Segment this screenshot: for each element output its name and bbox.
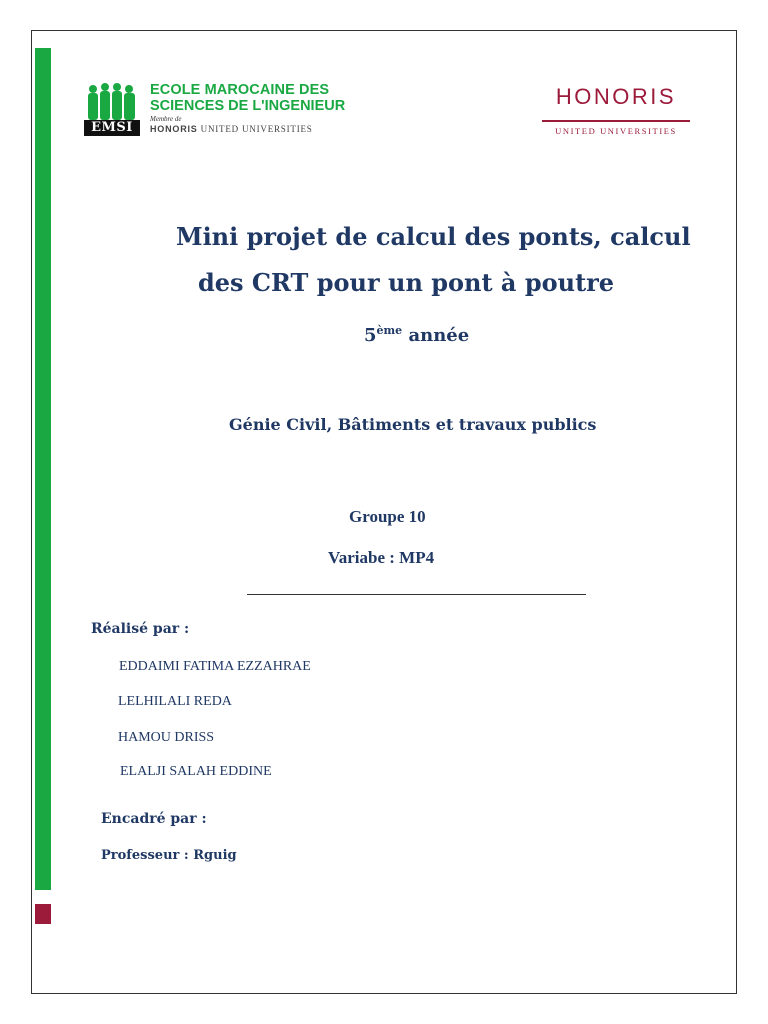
honoris-wordmark: HONORIS — [555, 84, 677, 109]
emsi-logo-box: EMSI — [84, 120, 140, 136]
author-name: HAMOU DRISS — [118, 730, 215, 745]
group-label: Groupe 10 — [349, 507, 426, 526]
honoris-rule — [542, 120, 690, 122]
field-of-study: Génie Civil, Bâtiments et travaux publics — [229, 415, 597, 434]
year-number: 5 — [364, 325, 377, 346]
green-side-bar — [35, 48, 51, 890]
year-suffix: ème — [376, 324, 403, 337]
year-word: année — [402, 325, 470, 346]
title-line-1: Mini projet de calcul des ponts, calcul — [176, 222, 691, 251]
red-accent-square — [35, 904, 51, 924]
emsi-logo — [84, 82, 346, 140]
variant-label: Variabe : MP4 — [328, 548, 435, 567]
emsi-name-line1: ECOLE MAROCAINE DES — [150, 82, 330, 98]
honoris-logo — [540, 84, 692, 140]
author-name: ELALJI SALAH EDDINE — [120, 764, 272, 779]
author-name: LELHILALI REDA — [118, 694, 232, 709]
honoris-subtitle: UNITED UNIVERSITIES — [555, 126, 677, 136]
title-line-2: des CRT pour un pont à poutre — [198, 268, 615, 297]
year-label — [364, 324, 469, 346]
emsi-honoris-word: HONORIS — [150, 124, 198, 134]
emsi-name-line2: SCIENCES DE L'INGENIEUR — [150, 98, 346, 114]
emsi-honoris-line — [150, 124, 313, 134]
supervised-by-label: Encadré par : — [101, 811, 207, 827]
author-name: EDDAIMI FATIMA EZZAHRAE — [119, 659, 311, 674]
emsi-united-universities: UNITED UNIVERSITIES — [197, 124, 313, 134]
professor-name: Professeur : Rguig — [101, 848, 237, 863]
emsi-member-of: Membre de — [150, 115, 182, 123]
realised-by-label: Réalisé par : — [91, 621, 190, 637]
separator-line — [247, 594, 586, 595]
